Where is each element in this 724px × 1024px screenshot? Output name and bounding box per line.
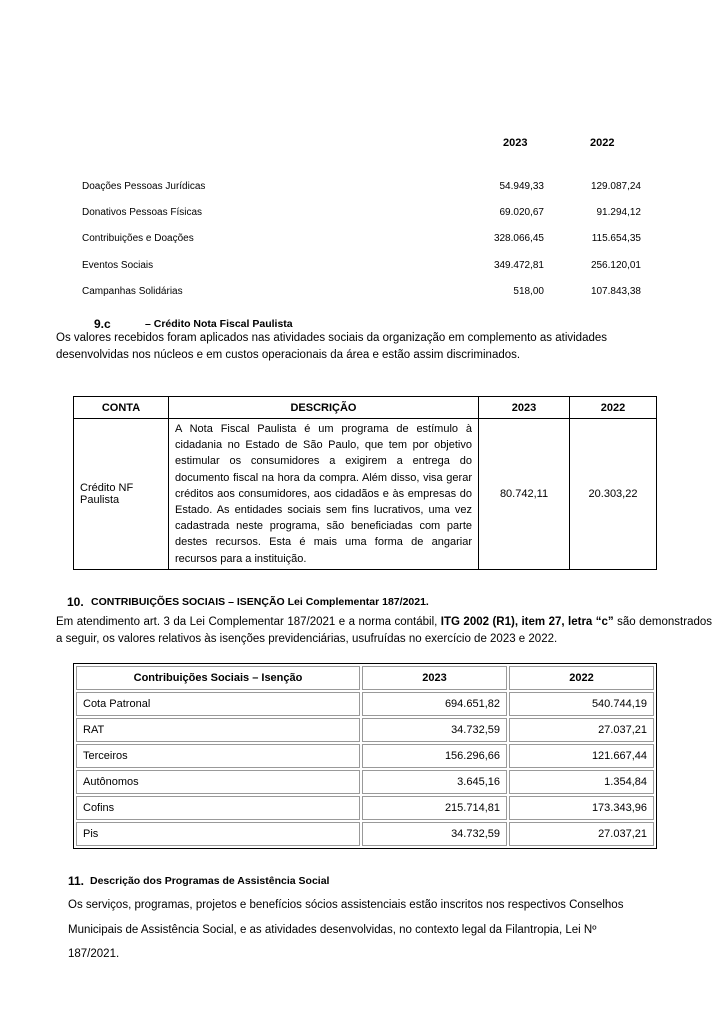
table-row bbox=[76, 718, 654, 742]
donation-row bbox=[0, 181, 724, 195]
donation-row bbox=[0, 260, 724, 274]
descricao-cell: A Nota Fiscal Paulista é um programa de estímulo à cidadania no Estado de São Paulo, que tem por objetivo estimular os consumidores a exigirem a entrega do documento fiscal na hora da compra. Além disso, visa gerar créditos aos consumidores, aos cidadãos e às empresas do Estado. As entidades sociais sem fins lucrativos, uma vez cadastrada neste programa, são beneficiadas com parte destes recursos. Esta é mais uma forma de angariar recursos para a instituição. bbox=[169, 419, 479, 570]
donation-row bbox=[0, 207, 724, 221]
table-row bbox=[76, 744, 654, 768]
section-9c-paragraph: Os valores recebidos foram aplicados nas atividades sociais da organização em complemento as atividades desenvolvidas nos núcleos e em custos operacionais da área e estão assim discriminados. bbox=[56, 332, 608, 361]
row-label: Cota Patronal bbox=[76, 692, 360, 716]
col-2022-header: 2022 bbox=[570, 397, 657, 419]
section-11-line: 187/2021. bbox=[68, 948, 120, 960]
value-2023: 156.296,66 bbox=[362, 744, 507, 768]
section-10-number: 10. bbox=[67, 595, 84, 609]
value-2023: 34.732,59 bbox=[362, 822, 507, 846]
row-label: Cofins bbox=[76, 796, 360, 820]
col-2023-header: 2023 bbox=[479, 397, 570, 419]
donation-label: Eventos Sociais bbox=[82, 260, 154, 271]
donation-value-2023: 328.066,45 bbox=[493, 233, 544, 244]
year-header-2022: 2022 bbox=[590, 137, 615, 149]
row-label: Pis bbox=[76, 822, 360, 846]
row-label: Autônomos bbox=[76, 770, 360, 794]
donation-value-2023: 54.949,33 bbox=[499, 181, 544, 192]
donation-value-2023: 349.472,81 bbox=[493, 260, 544, 271]
col-descricao-header: DESCRIÇÃO bbox=[169, 397, 479, 419]
donation-label: Donativos Pessoas Físicas bbox=[82, 207, 203, 218]
section-10-title: CONTRIBUIÇÕES SOCIAIS – ISENÇÃO Lei Complementar 187/2021. bbox=[91, 596, 429, 608]
section-9c-number: 9.c bbox=[94, 317, 111, 331]
donation-value-2022: 115.654,35 bbox=[591, 233, 641, 244]
value-2023: 694.651,82 bbox=[362, 692, 507, 716]
section-9c-title: – Crédito Nota Fiscal Paulista bbox=[145, 318, 293, 330]
col-label-header: Contribuições Sociais – Isenção bbox=[76, 666, 360, 690]
section-11-line: Os serviços, programas, projetos e benefícios sócios assistenciais estão inscritos nos respectivos Conselhos bbox=[68, 899, 624, 911]
value-2023: 34.732,59 bbox=[362, 718, 507, 742]
table-header-row bbox=[74, 397, 657, 419]
table-row bbox=[74, 419, 657, 570]
donation-label: Contribuições e Doações bbox=[82, 233, 194, 244]
col-2022-header: 2022 bbox=[509, 666, 654, 690]
section-11-number: 11. bbox=[68, 874, 85, 888]
table-row bbox=[76, 796, 654, 820]
table-row bbox=[76, 822, 654, 846]
donation-value-2023: 69.020,67 bbox=[499, 207, 544, 218]
value-2023: 3.645,16 bbox=[362, 770, 507, 794]
paragraph-text: Em atendimento art. 3 da Lei Complementar 187/2021 e a norma contábil, bbox=[56, 616, 441, 628]
section-10-paragraph bbox=[56, 614, 712, 648]
donation-value-2022: 256.120,01 bbox=[590, 260, 641, 271]
paragraph-bold-text: ITG 2002 (R1), item 27, letra “c” bbox=[440, 616, 614, 628]
paragraph-text: são demonstrados a seguir, os valores relativos às isenções previdenciárias, usufruídas no exercício de 2023 e 2022. bbox=[56, 616, 713, 645]
value-2022: 27.037,21 bbox=[509, 822, 654, 846]
value-2023-cell: 80.742,11 bbox=[479, 419, 570, 570]
col-conta-header: CONTA bbox=[74, 397, 169, 419]
donation-value-2022: 107.843,38 bbox=[590, 286, 641, 297]
donation-value-2023: 518,00 bbox=[513, 286, 544, 297]
donation-row bbox=[0, 233, 724, 247]
section-11-line: Municipais de Assistência Social, e as atividades desenvolvidas, no contexto legal da Filantropia, Lei Nº bbox=[68, 924, 597, 936]
donation-label: Doações Pessoas Jurídicas bbox=[82, 181, 206, 192]
donation-value-2022: 91.294,12 bbox=[596, 207, 641, 218]
table-header-row bbox=[76, 666, 654, 690]
value-2022: 121.667,44 bbox=[509, 744, 654, 768]
table-row bbox=[76, 692, 654, 716]
value-2023: 215.714,81 bbox=[362, 796, 507, 820]
table-row bbox=[76, 770, 654, 794]
value-2022-cell: 20.303,22 bbox=[570, 419, 657, 570]
donation-row bbox=[0, 286, 724, 300]
value-2022: 173.343,96 bbox=[509, 796, 654, 820]
value-2022: 27.037,21 bbox=[509, 718, 654, 742]
conta-cell: Crédito NF Paulista bbox=[74, 419, 169, 570]
donation-value-2022: 129.087,24 bbox=[590, 181, 641, 192]
donation-label: Campanhas Solidárias bbox=[82, 286, 183, 297]
contribuicoes-table bbox=[73, 663, 657, 849]
value-2022: 1.354,84 bbox=[509, 770, 654, 794]
row-label: RAT bbox=[76, 718, 360, 742]
section-11-title: Descrição dos Programas de Assistência Social bbox=[90, 875, 330, 887]
col-2023-header: 2023 bbox=[362, 666, 507, 690]
year-header-2023: 2023 bbox=[503, 137, 528, 149]
nf-paulista-table bbox=[73, 396, 657, 570]
value-2022: 540.744,19 bbox=[509, 692, 654, 716]
row-label: Terceiros bbox=[76, 744, 360, 768]
